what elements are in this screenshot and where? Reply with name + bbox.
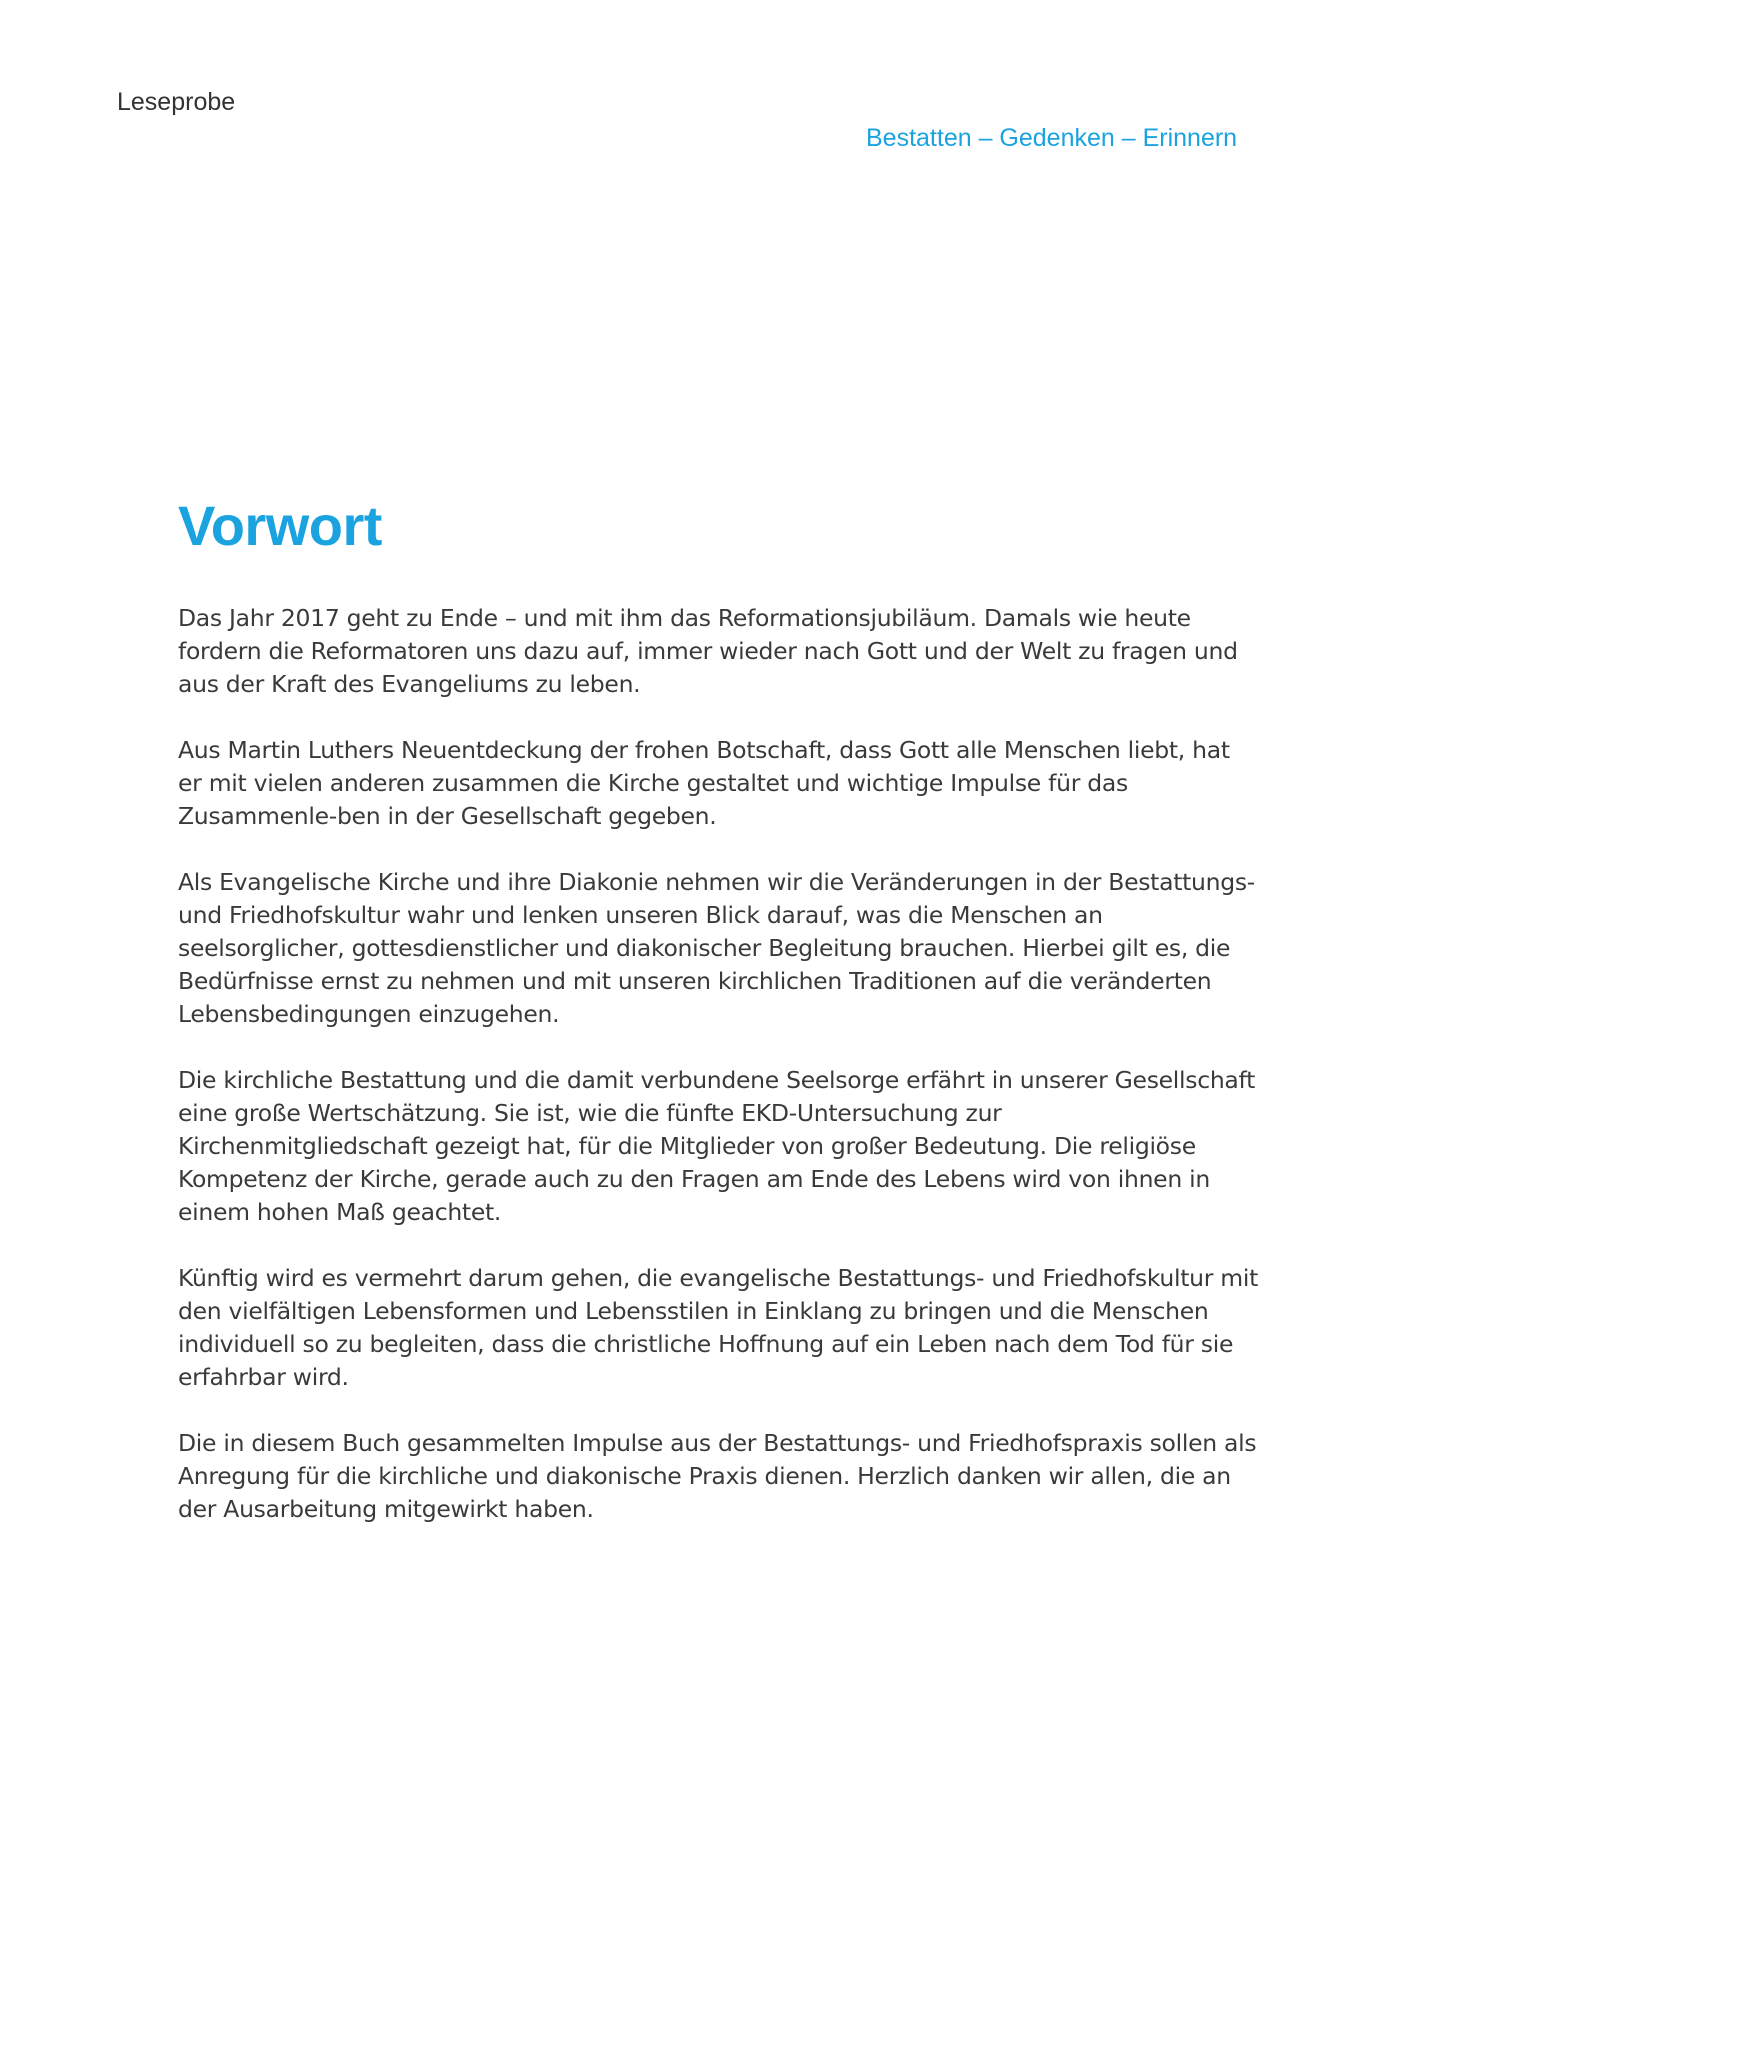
paragraph: Künftig wird es vermehrt darum gehen, die evangelische Bestattungs- und Friedhofskultur mit den vielfältigen Lebensformen und Lebensstilen in Einklang zu bringen und die Menschen individuell so zu begleiten, dass die christliche Hoffnung auf ein Leben nach dem Tod für sie erfahrbar wird. (178, 1264, 1259, 1391)
running-header-title: Bestatten – Gedenken – Erinnern (866, 124, 1238, 152)
paragraph: Die in diesem Buch gesammelten Impulse aus der Bestattungs- und Friedhofspraxis sollen als Anregung für die kirchliche und diakonische Praxis dienen. Herzlich danken wir allen, die an der Ausarbeitung mitgewirkt haben. (178, 1429, 1257, 1523)
paragraph: Die kirchliche Bestattung und die damit verbundene Seelsorge erfährt in unserer Gesellschaft eine große Wertschätzung. Sie ist, wie die fünfte EKD-Untersuchung zur Kirchenmitgliedschaft gezeigt hat, für die Mitglieder von großer Bedeutung. Die religiöse Kompetenz der Kirche, gerade auch zu den Fragen am Ende des Lebens wird von ihnen in einem hohen Maß geachtet. (178, 1066, 1255, 1226)
paragraph: Als Evangelische Kirche und ihre Diakonie nehmen wir die Veränderungen in der Bestattungs- und Friedhofskultur wahr und lenken unseren Blick darauf, was die Menschen an seelsorglicher, gottesdienstlicher und diakonischer Begleitung brauchen. Hierbei gilt es, die Bedürfnisse ernst zu nehmen und mit unseren kirchlichen Traditionen auf die veränderten Lebensbedingungen einzugehen. (178, 868, 1255, 1028)
page-title: Vorwort (178, 494, 382, 557)
paragraph: Aus Martin Luthers Neuentdeckung der frohen Botschaft, dass Gott alle Menschen liebt, hat er mit vielen anderen zusammen die Kirche gestaltet und wichtige Impulse für das Zusammenle-ben in der Gesellschaft gegeben. (178, 736, 1230, 830)
leseprobe-label: Leseprobe (117, 88, 236, 116)
document-body (178, 490, 1258, 1559)
paragraph: Das Jahr 2017 geht zu Ende – und mit ihm das Reformationsjubiläum. Damals wie heute fordern die Reformatoren uns dazu auf, immer wieder nach Gott und der Welt zu fragen und aus der Kraft des Evangeliums zu leben. (178, 604, 1238, 698)
